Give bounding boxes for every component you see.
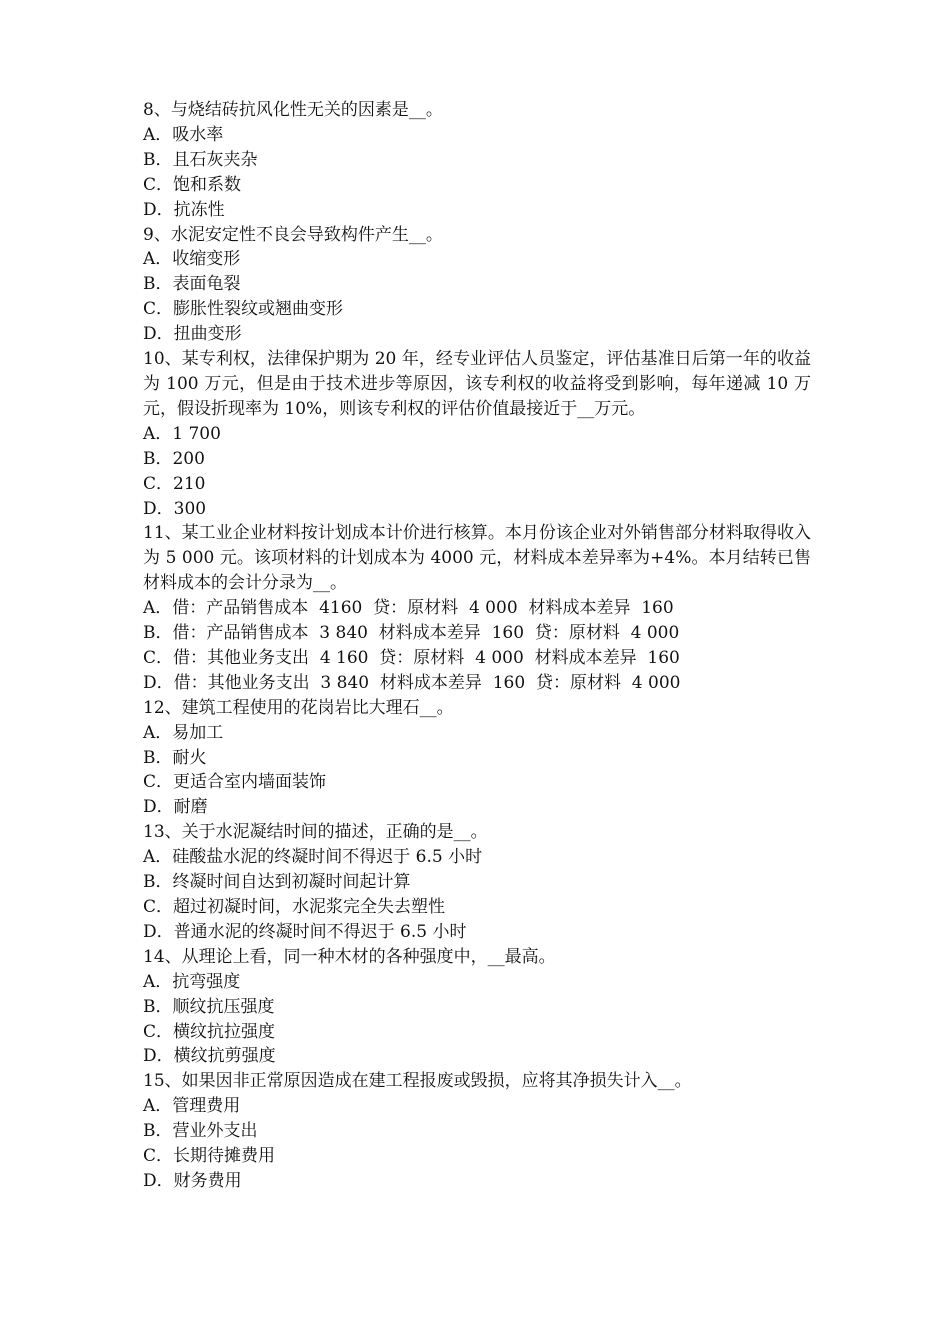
option-b: B．营业外支出 — [143, 1121, 258, 1142]
option-a: A．吸水率 — [143, 124, 224, 145]
question-stem: 14、从理论上看，同一种木材的各种强度中，__最高。 — [143, 946, 556, 967]
option-c: C．210 — [143, 473, 206, 494]
option-a: A．收缩变形 — [143, 249, 241, 270]
option-a: A．抗弯强度 — [143, 971, 241, 992]
question-stem: 15、如果因非正常原因造成在建工程报废或毁损，应将其净损失计入__。 — [143, 1071, 692, 1092]
option-c: C．饱和系数 — [143, 174, 242, 195]
option-d: D．普通水泥的终凝时间不得迟于 6.5 小时 — [143, 921, 467, 942]
option-b: B．借：产品销售成本 3 840 材料成本差异 160 贷：原材料 4 000 — [143, 623, 680, 644]
question-stem: 13、关于水泥凝结时间的描述，正确的是__。 — [143, 822, 488, 843]
option-d: D．借：其他业务支出 3 840 材料成本差异 160 贷：原材料 4 000 — [143, 672, 681, 693]
document-page — [143, 98, 811, 1194]
option-c: C．横纹抗拉强度 — [143, 1021, 276, 1042]
question-9 — [143, 223, 811, 348]
option-b: B．且石灰夹杂 — [143, 149, 258, 170]
option-a: A．硅酸盐水泥的终凝时间不得迟于 6.5 小时 — [143, 847, 483, 868]
option-b: B．顺纹抗压强度 — [143, 996, 275, 1017]
option-c: C．长期待摊费用 — [143, 1146, 276, 1167]
option-d: D．财务费用 — [143, 1170, 242, 1191]
option-a: A．管理费用 — [143, 1096, 241, 1117]
question-8 — [143, 98, 811, 223]
option-d: D．300 — [143, 498, 207, 519]
option-b: B．200 — [143, 448, 205, 469]
option-d: D．扭曲变形 — [143, 324, 242, 345]
option-a: A．易加工 — [143, 722, 224, 743]
option-b: B．耐火 — [143, 747, 207, 768]
option-c: C．膨胀性裂纹或翘曲变形 — [143, 299, 344, 320]
option-b: B．表面龟裂 — [143, 274, 241, 295]
question-stem: 11、某工业企业材料按计划成本计价进行核算。本月份该企业对外销售部分材料取得收入为 5 000 元。该项材料的计划成本为 4000 元，材料成本差异率为+4%。本月结转已售材料成本的会计分录为__。 — [143, 523, 811, 594]
question-14 — [143, 945, 811, 1070]
option-d: D．耐磨 — [143, 797, 208, 818]
option-c: C．借：其他业务支出 4 160 贷：原材料 4 000 材料成本差异 160 — [143, 647, 680, 668]
question-10 — [143, 347, 811, 521]
option-d: D．横纹抗剪强度 — [143, 1046, 276, 1067]
option-b: B．终凝时间自达到初凝时间起计算 — [143, 872, 411, 893]
question-stem: 8、与烧结砖抗风化性无关的因素是__。 — [143, 100, 443, 120]
question-stem: 10、某专利权，法律保护期为 20 年，经专业评估人员鉴定，评估基准日后第一年的收益为 100 万元，但是由于技术进步等原因，该专利权的收益将受到影响，每年递减 10 万元，假设折现率为 10%，则该专利权的评估价值最接近于__万元。 — [143, 349, 811, 419]
question-12 — [143, 696, 811, 821]
question-15 — [143, 1069, 811, 1194]
question-stem: 12、建筑工程使用的花岗岩比大理石__。 — [143, 697, 454, 718]
question-stem: 9、水泥安定性不良会导致构件产生__。 — [143, 224, 443, 245]
option-a: A．借：产品销售成本 4160 贷：原材料 4 000 材料成本差异 160 — [143, 598, 674, 619]
option-c: C．超过初凝时间，水泥浆完全失去塑性 — [143, 897, 446, 917]
option-a: A．1 700 — [143, 423, 221, 444]
question-11 — [143, 521, 811, 695]
question-13 — [143, 820, 811, 945]
option-d: D．抗冻性 — [143, 199, 225, 220]
option-c: C．更适合室内墙面装饰 — [143, 772, 327, 793]
